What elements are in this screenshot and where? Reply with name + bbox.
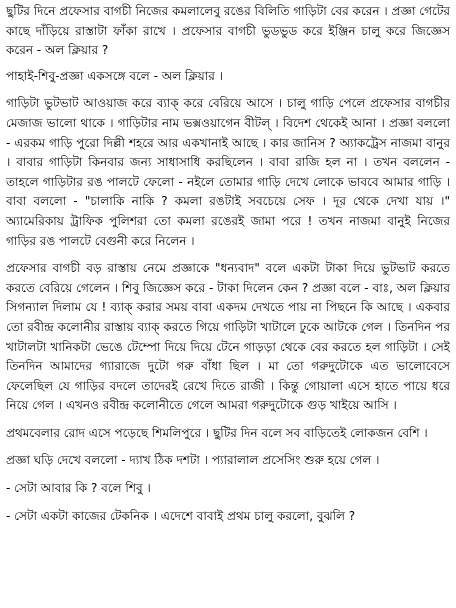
paragraph-6: প্রজ্ঞা ঘড়ি দেখে বললো - দ্যাখ ঠিক দশটা । প্যারালাল প্রসেসিং শুরু হয়ে গেল । <box>6 453 380 468</box>
paragraph-5: প্রথমবেলার রোদ এসে পড়েছে শিমলিপুরে । ছুটির দিন বলে সব বাড়িতেই লোকজন বেশি । <box>6 425 428 440</box>
paragraph-7: - সেটা আবার কি ? বলে শিবু । <box>6 481 151 496</box>
paragraph-1: ছুটির দিনে প্রফেসার বাগচী নিজের কমলালেবু রঙের বিলিতি গাড়িটা বের করেন । প্রজ্ঞা গেটের কাছে দাঁড়িয়ে রাস্তাটা ফাঁকা রাখে । প্রফেসার বাগচী ভুডভুড করে ইঞ্জিন চালু করে জিজ্ঞেস করেন - অল ক্লিয়ার ? <box>6 4 450 58</box>
paragraph-3: গাড়িটা ভুটভাট আওয়াজ করে ব্যাক্ করে বেরিয়ে আসে । চালু গাড়ি পেলে প্রফেসার বাগচীর মেজাজ ভালো থাকে । গাড়িটার নাম ভক্সওয়াগেন বীটল্ । বিদেশ থেকেই আনা । প্রজ্ঞা বললো - এরকম গাড়ি পুরো দিল্লী শহরে আর একখানাই আছে । কার জানিস ? অ্যাকট্রেস নাজমা বানুর । বাবার গাড়িটা কিনবার জন্য সাধাসাধি করছিলেন । বাবা রাজি হল না । তখন বললেন - তাহলে গাড়িটার রঙ পালটে ফেলো - নইলে তোমার গাড়ি দেখে লোকে ভাববে আমার গাড়ি । বাবা বললো - "চালাকি নাকি ? কমলা রঙটাই সবচেয়ে সেফ । দূর থেকে দেখা যায় ।" অ্যামেরিকায় ট্রাফিক পুলিশরা তো কমলা রঙেরই জামা পরে ! তখন নাজমা বানুই নিজের গাড়ির রঙ পালটে বেগুনী করে নিলেন । <box>6 96 450 248</box>
paragraph-4: প্রফেসার বাগচী বড় রাস্তায় নেমে প্রজ্ঞাকে "ধন্যবাদ" বলে একটা টাকা দিয়ে ভুটভাট করতে করতে বেরিয়ে গেলেন । শিবু জিজ্ঞেস করে - টাকা দিলেন কেন ? প্রজ্ঞা বলে - বাঃ, অল ক্লিয়ার সিগন্যাল দিলাম যে ! ব্যাক্ করার সময় বাবা একদম দেখতে পায় না পিছনে কি আছে । একবার তো রবীন্দ্র কলোনীর রাস্তায় ব্যাক্ করতে গিয়ে গাড়িটা খাটালে ঢুকে আটকে গেল । তিনদিন পর খাটালটা খানিকটা ভেঙে টেম্পো দিয়ে দিয়ে টেনে গাড়ড়া থেকে বের করতে হল গাড়িটা । সেই তিনদিন আমাদের গ্যারাজে দুটো গরু বাঁধা ছিল । মা তো গরুদুটোকে এত ভালোবেসে ফেলেছিল যে গাড়ির বদলে তাদেরই রেখে দিতে রাজী । কিন্তু গোয়ালা এসে হাতে পায়ে ধরে নিয়ে গেল । এখনও রবীন্দ্র কলোনীতে গেলে আমরা গরুদুটোকে গুড় খাইয়ে আসি । <box>6 261 450 413</box>
document-page <box>6 2 450 606</box>
paragraph-8: - সেটা একটা কাজের টেকনিক । এদেশে বাবাই প্রথম চালু করলো, বুঝলি ? <box>6 508 356 523</box>
paragraph-2: পাহাই-শিবু-প্রজ্ঞা একসঙ্গে বলে - অল ক্লিয়ার । <box>6 68 223 83</box>
